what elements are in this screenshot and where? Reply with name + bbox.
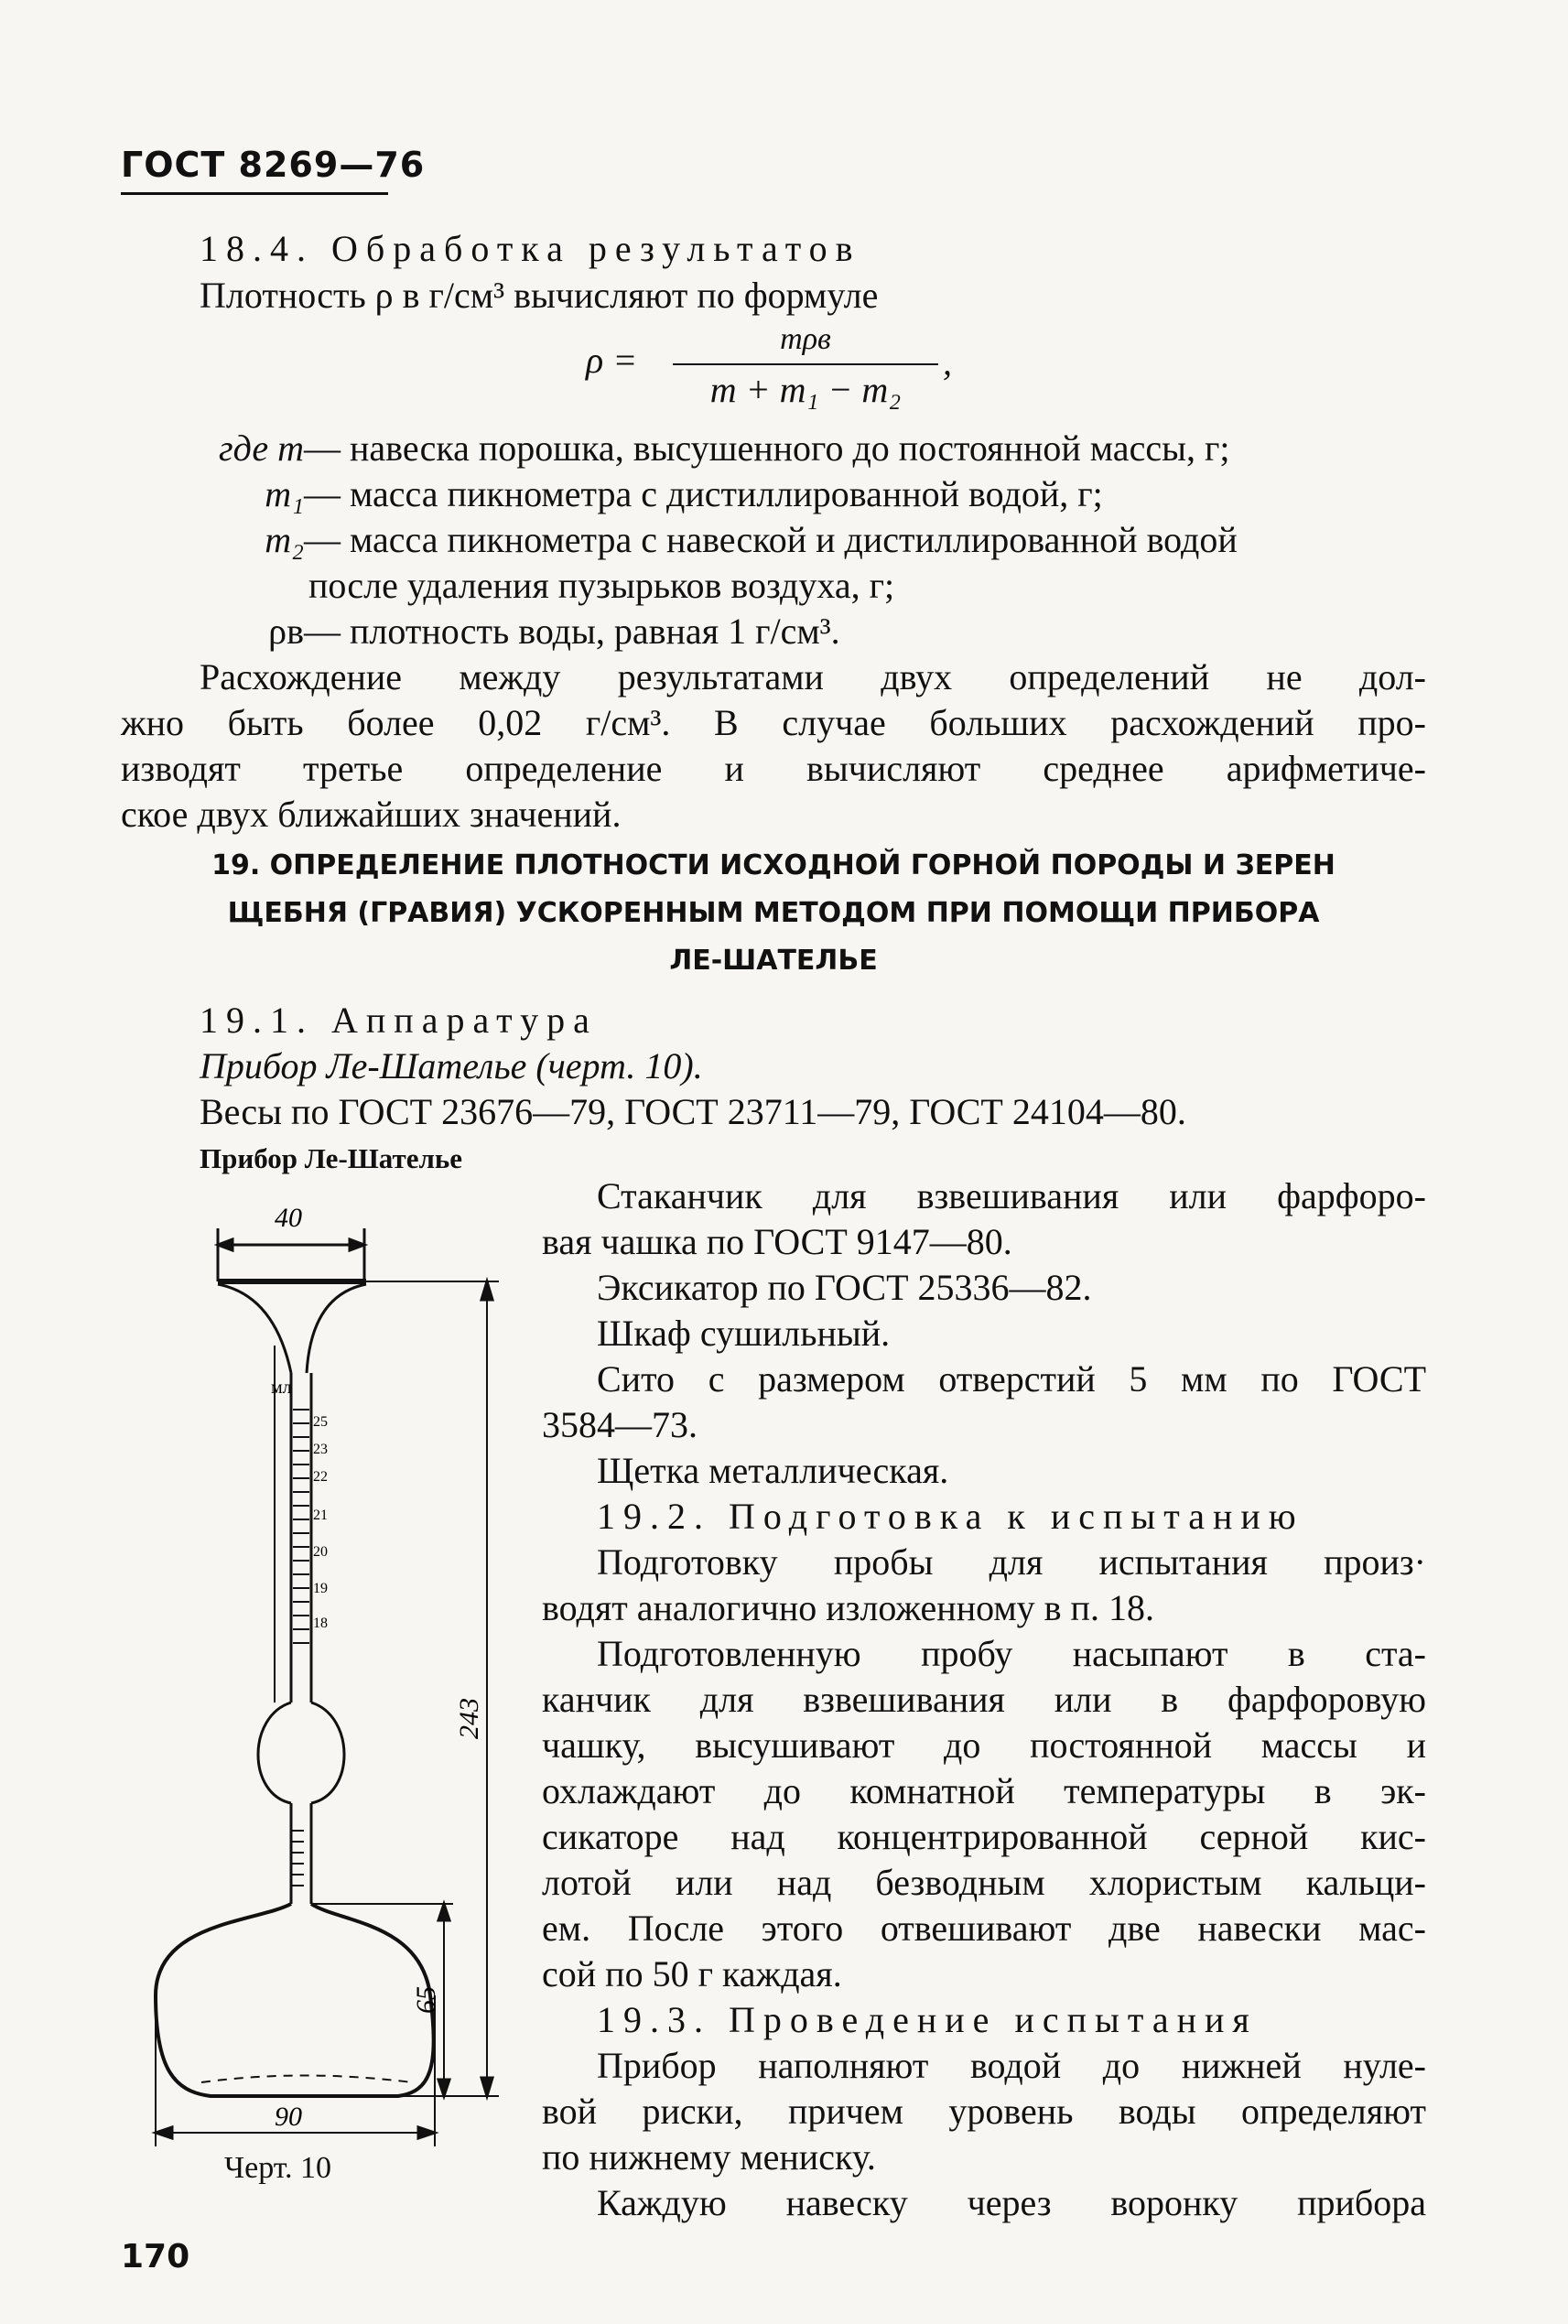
text-line: Каждую навеску через воронку прибора xyxy=(597,2182,1426,2223)
text-line: вая чашка по ГОСТ 9147—80. xyxy=(542,1221,1012,1262)
formula-trail: , xyxy=(943,341,952,383)
text-line: водят аналогично изложенному в п. 18. xyxy=(542,1587,1154,1628)
definition-rho-water xyxy=(121,609,840,654)
text-line: 3584—73. xyxy=(542,1404,697,1445)
scale-unit-label: мл xyxy=(271,1378,292,1398)
section-18-4-heading: 18.4. Обработка результатов xyxy=(200,228,861,269)
section-19-title-line-3: ЛЕ-ШАТЕЛЬЕ xyxy=(669,945,878,977)
definition-symbol: m₂ xyxy=(265,519,304,560)
discrepancy-line-3: изводят третье определение и вычисляют среднее арифметиче- xyxy=(121,748,1426,789)
density-intro: Плотность ρ в г/см³ вычисляют по формуле xyxy=(200,275,879,316)
section-19-title-line-1: 19. ОПРЕДЕЛЕНИЕ ПЛОТНОСТИ ИСХОДНОЙ ГОРНОЙ ПОРОДЫ И ЗЕРЕН xyxy=(211,849,1336,881)
scale-mark: 25 xyxy=(313,1414,328,1430)
dim-label-height: 243 xyxy=(454,1698,484,1739)
scale-mark: 22 xyxy=(313,1469,328,1485)
definition-text: — плотность воды, равная 1 г/см³. xyxy=(304,611,840,652)
formula-lhs: ρ = xyxy=(586,340,638,381)
apparatus-device: Прибор Ле-Шателье (черт. 10). xyxy=(200,1045,703,1086)
text-line: охлаждают до комнатной температуры в эк- xyxy=(542,1770,1426,1811)
subsection-heading: 19.2. Подготовка к испытанию xyxy=(597,1496,1304,1537)
scale-mark: 19 xyxy=(313,1581,328,1596)
formula-denominator: m + m₁ − m₂ xyxy=(709,369,902,410)
discrepancy-line-1: Расхождение между результатами двух определений не дол- xyxy=(200,656,1426,697)
funnel-right-wall xyxy=(307,1284,366,1373)
text-line: сикаторе над концентрированной серной кис- xyxy=(542,1816,1426,1857)
dim-label-bulb-height: 65 xyxy=(411,1986,441,2014)
text-line: ем. После этого отвешивают две навески мас- xyxy=(542,1908,1426,1949)
text-line: Сито с размером отверстий 5 мм по ГОСТ xyxy=(597,1358,1426,1400)
text-line: Подготовленную пробу насыпают в ста- xyxy=(597,1633,1426,1674)
apparatus-scales: Весы по ГОСТ 23676—79, ГОСТ 23711—79, ГОСТ 24104—80. xyxy=(200,1091,1186,1132)
header-rule xyxy=(121,192,388,195)
text-line: Стаканчик для взвешивания или фарфоро- xyxy=(597,1175,1426,1216)
text-line: канчик для взвешивания или в фарфоровую xyxy=(542,1679,1426,1720)
definition-symbol: где m xyxy=(219,427,304,469)
figure-title: Прибор Ле-Шателье xyxy=(200,1142,463,1174)
bulb-left xyxy=(258,1702,291,1803)
funnel-left-wall xyxy=(218,1284,291,1373)
flask-body xyxy=(156,1904,434,2096)
scale-mark: 20 xyxy=(313,1544,328,1560)
definition-text: — масса пикнометра с навеской и дистиллированной водой xyxy=(304,519,1238,560)
lower-scale-ticks xyxy=(291,1831,304,1886)
le-chatelier-flask-drawing xyxy=(137,1190,531,2132)
upper-scale-ticks xyxy=(293,1410,309,1643)
text-line: Щетка металлическая. xyxy=(597,1450,949,1491)
definition-symbol: m₁ xyxy=(265,473,304,514)
bulb-right xyxy=(311,1702,344,1803)
discrepancy-line-4: ское двух ближайших значений. xyxy=(121,794,622,835)
definition-m2-continued: после удаления пузырьков воздуха, г; xyxy=(308,565,895,606)
definition-symbol: ρв xyxy=(268,611,304,652)
dim-label-bottom-width: 90 xyxy=(275,2102,302,2132)
formula-numerator: mρв xyxy=(780,322,831,356)
scale-mark: 18 xyxy=(313,1616,328,1631)
definition-text: — навеска порошка, высушенного до постоянной массы, г; xyxy=(304,427,1230,469)
figure-caption: Черт. 10 xyxy=(224,2151,332,2185)
scale-mark: 23 xyxy=(313,1442,328,1457)
text-line: Подготовку пробы для испытания произ· xyxy=(597,1541,1426,1583)
text-line: Эксикатор по ГОСТ 25336—82. xyxy=(597,1267,1092,1308)
text-line: Шкаф сушильный. xyxy=(597,1313,891,1354)
text-line: Прибор наполняют водой до нижней нуле- xyxy=(597,2045,1426,2086)
section-19-title-line-2: ЩЕБНЯ (ГРАВИЯ) УСКОРЕННЫМ МЕТОДОМ ПРИ ПОМОЩИ ПРИБОРА xyxy=(227,897,1320,929)
definition-m xyxy=(121,426,1421,471)
text-line: чашку, высушивают до постоянной массы и xyxy=(542,1724,1426,1766)
definition-text: — масса пикнометра с дистиллированной водой, г; xyxy=(304,473,1103,514)
scale-mark: 21 xyxy=(313,1508,328,1523)
discrepancy-line-2: жно быть более 0,02 г/см³. В случае больших расхождений про- xyxy=(121,702,1426,743)
text-line: сой по 50 г каждая. xyxy=(542,1953,842,1994)
text-line: лотой или над безводным хлористым кальци- xyxy=(542,1862,1426,1903)
text-line: вой риски, причем уровень воды определяют xyxy=(542,2091,1426,2132)
subsection-heading: 19.3. Проведение испытания xyxy=(597,1999,1258,2040)
formula-fraction-bar xyxy=(673,363,938,365)
document-code: ГОСТ 8269—76 xyxy=(121,145,426,185)
definition-m2 xyxy=(121,517,1238,563)
definition-m1 xyxy=(121,471,1103,517)
flask-bottom-dashed xyxy=(201,2076,412,2083)
text-line: по нижнему мениску. xyxy=(542,2136,876,2178)
apparatus-heading: 19.1. Аппаратура xyxy=(200,1000,598,1041)
page-number: 170 xyxy=(121,2238,190,2275)
right-column-text xyxy=(542,1173,1426,2226)
dim-label-top-width: 40 xyxy=(275,1203,302,1233)
